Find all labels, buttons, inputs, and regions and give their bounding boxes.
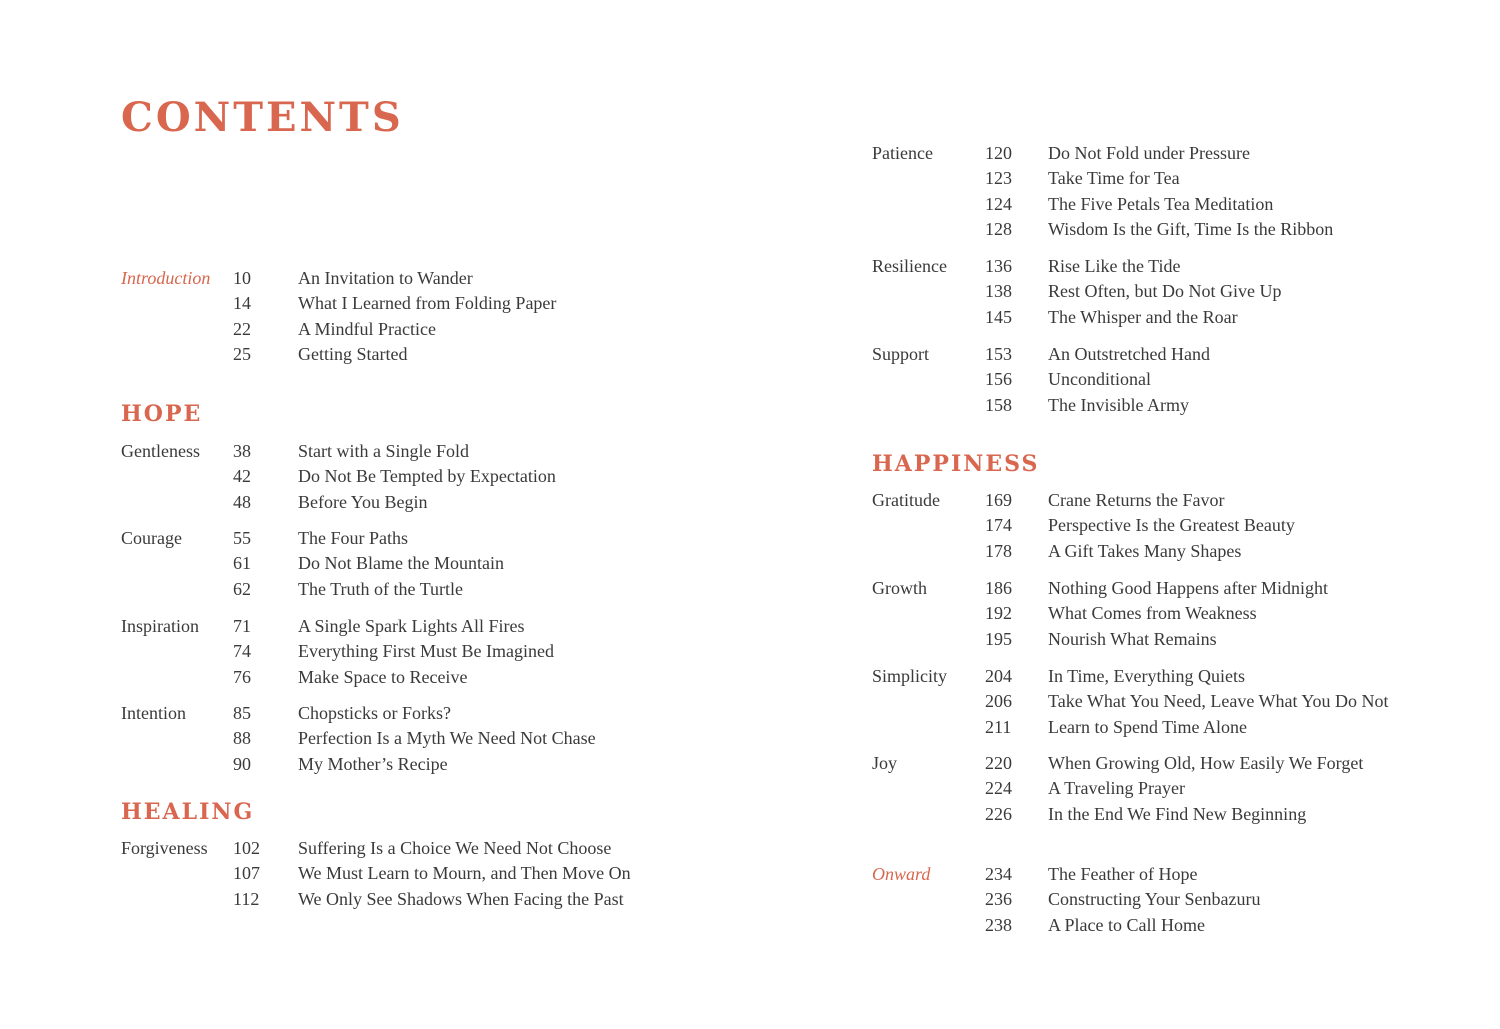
section-label: Introduction [121, 268, 211, 288]
chapter-title: The Four Paths [298, 528, 408, 548]
page-number: 158 [985, 394, 1012, 415]
chapter-title: We Only See Shadows When Facing the Past [298, 888, 624, 909]
page-number: 169 [985, 490, 1012, 510]
page-number: 61 [233, 553, 251, 574]
page-number: 124 [985, 193, 1012, 214]
chapter-title: Rise Like the Tide [1048, 256, 1181, 276]
section-label: Onward [872, 864, 931, 884]
chapter-title: Do Not Be Tempted by Expectation [298, 466, 556, 487]
page-number: 85 [233, 703, 251, 723]
page-number: 211 [985, 716, 1012, 737]
page-number: 62 [233, 578, 251, 599]
chapter-title: In Time, Everything Quiets [1048, 666, 1245, 686]
page-number: 153 [985, 344, 1012, 364]
chapter-title: Learn to Spend Time Alone [1048, 716, 1247, 737]
part-heading-healing: HEALING [121, 799, 255, 825]
page-number: 234 [985, 864, 1012, 884]
section-label: Inspiration [121, 616, 199, 636]
chapter-title: Getting Started [298, 344, 408, 365]
chapter-title: My Mother’s Recipe [298, 753, 448, 774]
page-number: 22 [233, 318, 251, 339]
chapter-title: In the End We Find New Beginning [1048, 803, 1307, 824]
page-number: 156 [985, 369, 1012, 390]
chapter-title: Wisdom Is the Gift, Time Is the Ribbon [1048, 219, 1334, 240]
section-label: Courage [121, 528, 182, 548]
page-number: 25 [233, 344, 251, 365]
page-number: 71 [233, 616, 251, 636]
section-label: Support [872, 344, 930, 364]
chapter-title: Nourish What Remains [1048, 628, 1217, 649]
chapter-title: The Five Petals Tea Meditation [1048, 193, 1274, 214]
part-heading-hope: HOPE [121, 401, 203, 427]
chapter-title: Suffering Is a Choice We Need Not Choose [298, 838, 612, 858]
chapter-title: We Must Learn to Mourn, and Then Move On [298, 863, 631, 884]
page-number: 14 [233, 293, 251, 314]
chapter-title: Start with a Single Fold [298, 441, 469, 461]
chapter-title: An Invitation to Wander [298, 268, 473, 288]
page-number: 238 [985, 914, 1012, 935]
chapter-title: A Traveling Prayer [1048, 778, 1185, 799]
chapter-title: What I Learned from Folding Paper [298, 293, 557, 314]
chapter-title: A Gift Takes Many Shapes [1048, 540, 1242, 561]
chapter-title: The Invisible Army [1048, 394, 1189, 415]
page-number: 120 [985, 143, 1012, 163]
chapter-title: An Outstretched Hand [1048, 344, 1210, 364]
page-number: 88 [233, 728, 251, 749]
page-number: 138 [985, 281, 1012, 302]
page-number: 76 [233, 666, 251, 687]
chapter-title: Rest Often, but Do Not Give Up [1048, 281, 1282, 302]
page-number: 145 [985, 306, 1012, 327]
page-number: 136 [985, 256, 1012, 276]
page-number: 90 [233, 753, 251, 774]
section-label: Forgiveness [121, 838, 208, 858]
section-label: Resilience [872, 256, 947, 276]
section-label: Intention [121, 703, 186, 723]
page-number: 107 [233, 863, 260, 884]
chapter-title: The Truth of the Turtle [298, 578, 464, 599]
section-label: Joy [872, 753, 898, 773]
chapter-title: Everything First Must Be Imagined [298, 641, 554, 662]
section-label: Gratitude [872, 490, 940, 510]
section-label: Growth [872, 578, 927, 598]
page-number: 174 [985, 515, 1012, 536]
page-number: 220 [985, 753, 1012, 773]
page-title: CONTENTS [121, 94, 404, 141]
page-number: 10 [233, 268, 251, 288]
chapter-title: The Whisper and the Roar [1048, 306, 1238, 327]
chapter-title: Chopsticks or Forks? [298, 703, 451, 723]
page-number: 178 [985, 540, 1012, 561]
page-number: 55 [233, 528, 251, 548]
chapter-title: Take Time for Tea [1048, 168, 1180, 189]
page-number: 128 [985, 219, 1012, 240]
page-number: 48 [233, 491, 251, 512]
page-number: 112 [233, 888, 260, 909]
chapter-title: Perspective Is the Greatest Beauty [1048, 515, 1295, 536]
page-number: 123 [985, 168, 1012, 189]
chapter-title: Crane Returns the Favor [1048, 490, 1225, 510]
chapter-title: Do Not Blame the Mountain [298, 553, 504, 574]
page-number: 224 [985, 778, 1012, 799]
part-heading-happiness: HAPPINESS [872, 451, 1040, 477]
page-number: 195 [985, 628, 1012, 649]
section-label: Simplicity [872, 666, 948, 686]
chapter-title: What Comes from Weakness [1048, 603, 1257, 624]
chapter-title: Constructing Your Senbazuru [1048, 889, 1261, 910]
chapter-title: A Place to Call Home [1048, 914, 1205, 935]
page-number: 206 [985, 691, 1012, 712]
section-label: Gentleness [121, 441, 200, 461]
page-number: 102 [233, 838, 260, 858]
page-number: 74 [233, 641, 251, 662]
page-number: 236 [985, 889, 1012, 910]
page-number: 192 [985, 603, 1012, 624]
section-label: Patience [872, 143, 933, 163]
chapter-title: Nothing Good Happens after Midnight [1048, 578, 1328, 598]
chapter-title: When Growing Old, How Easily We Forget [1048, 753, 1364, 773]
chapter-title: Make Space to Receive [298, 666, 468, 687]
page-number: 186 [985, 578, 1012, 598]
chapter-title: The Feather of Hope [1048, 864, 1198, 884]
page-number: 42 [233, 466, 251, 487]
page-number: 226 [985, 803, 1012, 824]
chapter-title: Do Not Fold under Pressure [1048, 143, 1250, 163]
page-number: 38 [233, 441, 251, 461]
page-number: 204 [985, 666, 1012, 686]
chapter-title: Unconditional [1048, 369, 1151, 390]
chapter-title: A Single Spark Lights All Fires [298, 616, 525, 636]
chapter-title: A Mindful Practice [298, 318, 436, 339]
chapter-title: Perfection Is a Myth We Need Not Chase [298, 728, 596, 749]
chapter-title: Take What You Need, Leave What You Do Not [1048, 691, 1389, 712]
chapter-title: Before You Begin [298, 491, 428, 512]
